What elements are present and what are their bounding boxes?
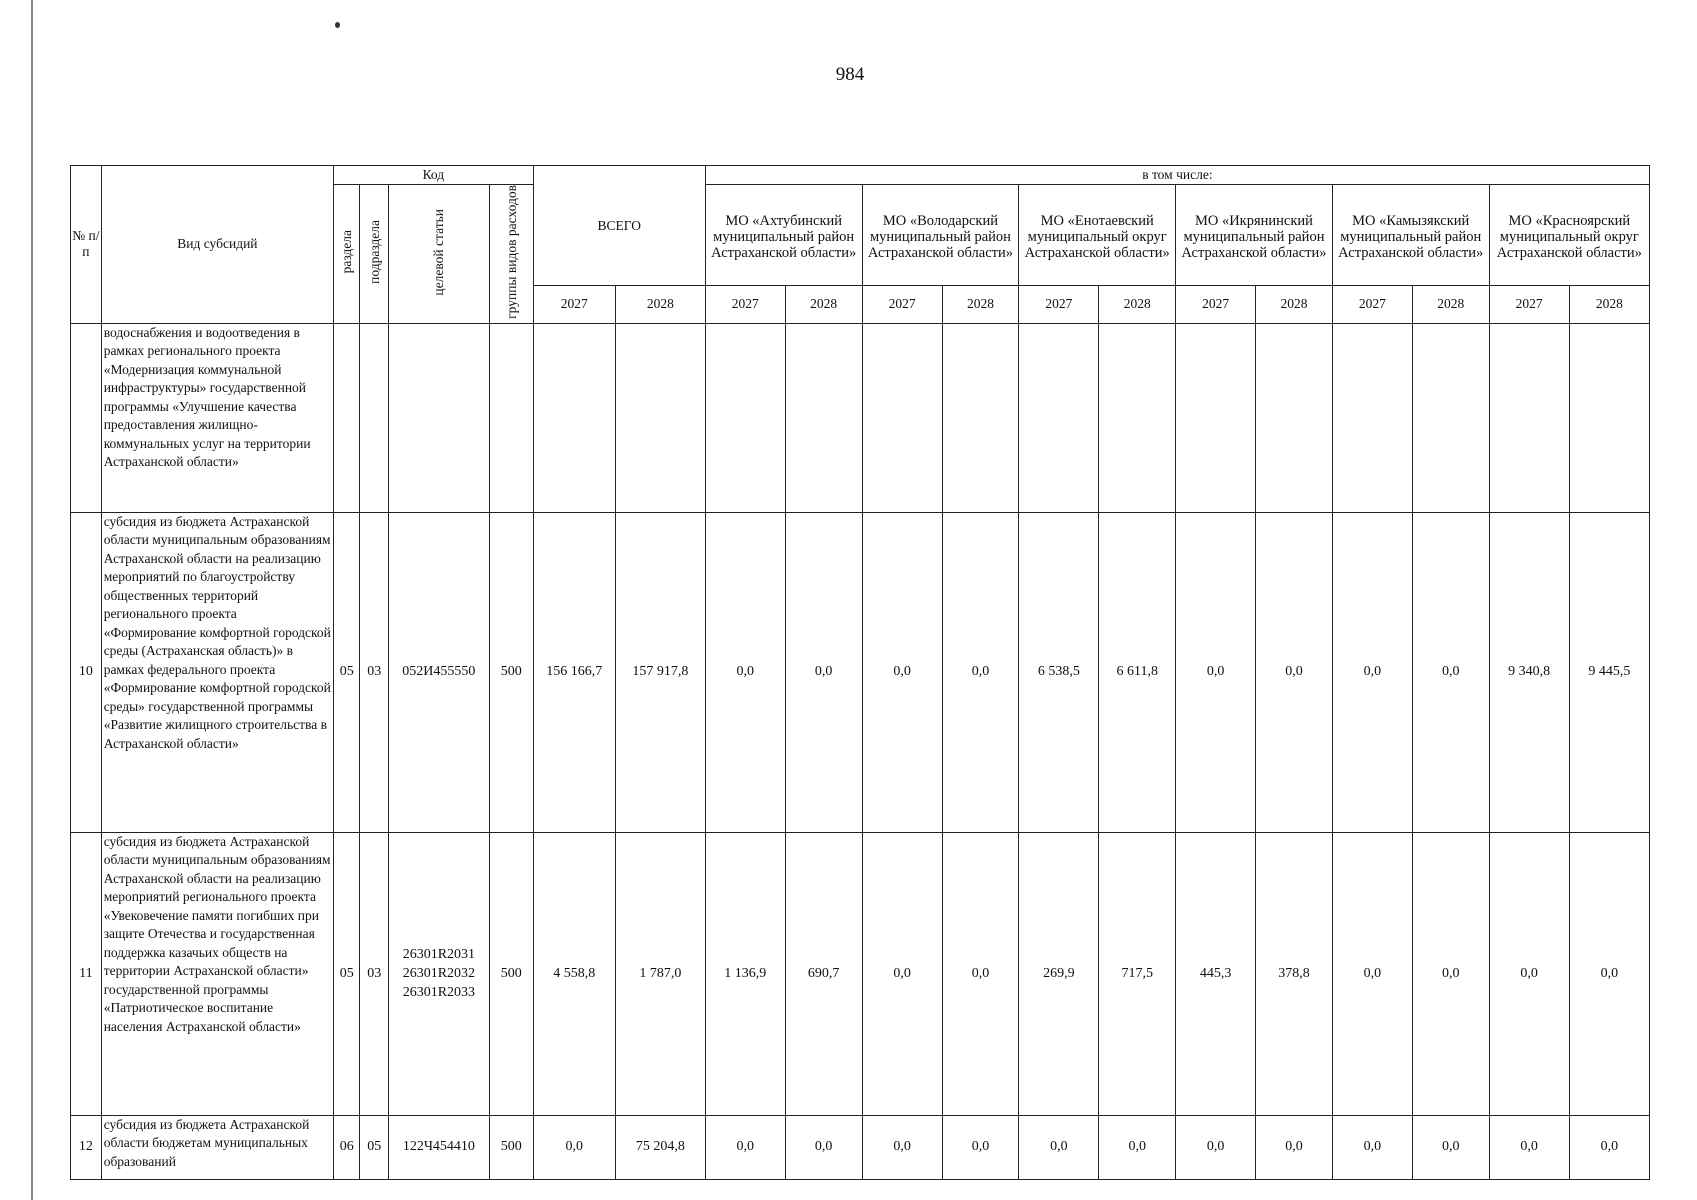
row-total-2028 xyxy=(615,323,705,512)
row-mo-value: 0,0 xyxy=(1099,1115,1176,1179)
year-2028: 2028 xyxy=(1412,286,1489,324)
header-razdel: раздела xyxy=(334,185,360,324)
row-podrazdel: 03 xyxy=(360,832,389,1115)
row-mo-value: 0,0 xyxy=(1569,832,1649,1115)
row-mo-value: 0,0 xyxy=(1412,1115,1489,1179)
scan-speck xyxy=(335,22,340,28)
row-mo-value: 6 538,5 xyxy=(1019,512,1099,832)
row-no: 10 xyxy=(71,512,102,832)
row-mo-value: 1 136,9 xyxy=(705,832,785,1115)
row-mo-value xyxy=(862,323,942,512)
row-mo-value xyxy=(705,323,785,512)
row-total-2027: 4 558,8 xyxy=(533,832,615,1115)
year-2028: 2028 xyxy=(942,286,1019,324)
row-mo-value: 269,9 xyxy=(1019,832,1099,1115)
row-mo-value xyxy=(1412,323,1489,512)
year-2028: 2028 xyxy=(1569,286,1649,324)
row-mo-value: 0,0 xyxy=(1019,1115,1099,1179)
row-mo-value: 445,3 xyxy=(1176,832,1256,1115)
page-number: 984 xyxy=(835,64,865,85)
table-row xyxy=(71,323,1650,512)
row-mo-value xyxy=(1332,323,1412,512)
row-mo-value: 0,0 xyxy=(1176,1115,1256,1179)
row-mo-value: 0,0 xyxy=(1332,1115,1412,1179)
row-mo-value xyxy=(942,323,1019,512)
row-razdel: 05 xyxy=(334,512,360,832)
header-mo-6: МО «Красноярский муниципальный округ Астраханской области» xyxy=(1489,185,1649,286)
row-description: субсидия из бюджета Астраханской области муниципальным образованиям Астраханской области на реализацию мероприятий по благоустройству общественных территорий регионального проекта «Формирование комфортной городской среды (Астраханская область)» в рамках федерального проекта «Формирование комфортной городской среды» государственной программы «Развитие жилищного строительства в Астраханской области» xyxy=(101,512,333,832)
header-mo-4: МО «Икрянинский муниципальный район Астраханской области» xyxy=(1176,185,1333,286)
row-mo-value: 0,0 xyxy=(1332,832,1412,1115)
year-2027: 2027 xyxy=(1489,286,1569,324)
header-target: целевой статьи xyxy=(388,185,489,324)
row-mo-value: 0,0 xyxy=(862,832,942,1115)
row-target xyxy=(388,323,489,512)
row-podrazdel xyxy=(360,323,389,512)
row-no xyxy=(71,323,102,512)
row-description: водоснабжения и водоотведения в рамках регионального проекта «Модернизация коммунальной инфраструктуры» государственной программы «Улучшение качества предоставления жилищно-коммунальных услуг на территории Астраханской области» xyxy=(101,323,333,512)
year-2027: 2027 xyxy=(1019,286,1099,324)
row-mo-value xyxy=(1019,323,1099,512)
row-total-2028: 157 917,8 xyxy=(615,512,705,832)
year-2028: 2028 xyxy=(615,286,705,324)
row-mo-value: 0,0 xyxy=(1489,1115,1569,1179)
row-mo-value xyxy=(785,323,862,512)
row-mo-value: 0,0 xyxy=(862,1115,942,1179)
row-mo-value xyxy=(1099,323,1176,512)
row-target: 052И455550 xyxy=(388,512,489,832)
year-2027: 2027 xyxy=(862,286,942,324)
header-including: в том числе: xyxy=(705,166,1649,185)
row-total-2028: 75 204,8 xyxy=(615,1115,705,1179)
row-podrazdel: 03 xyxy=(360,512,389,832)
year-2027: 2027 xyxy=(1176,286,1256,324)
row-mo-value: 0,0 xyxy=(1412,832,1489,1115)
row-mo-value: 0,0 xyxy=(1332,512,1412,832)
row-mo-value: 0,0 xyxy=(1412,512,1489,832)
table-row xyxy=(71,1115,1650,1179)
row-mo-value: 0,0 xyxy=(1176,512,1256,832)
row-mo-value: 0,0 xyxy=(785,1115,862,1179)
row-mo-value xyxy=(1176,323,1256,512)
row-mo-value: 378,8 xyxy=(1256,832,1333,1115)
row-group: 500 xyxy=(489,1115,533,1179)
row-razdel: 05 xyxy=(334,832,360,1115)
row-mo-value: 690,7 xyxy=(785,832,862,1115)
header-podrazdel: подраздела xyxy=(360,185,389,324)
row-description: субсидия из бюджета Астраханской области бюджетам муниципальных образований xyxy=(101,1115,333,1179)
header-mo-1: МО «Ахтубинский муниципальный район Астраханской области» xyxy=(705,185,862,286)
header-mo-3: МО «Енотаевский муниципальный округ Астраханской области» xyxy=(1019,185,1176,286)
header-mo-5: МО «Камызякский муниципальный район Астраханской области» xyxy=(1332,185,1489,286)
row-target: 122Ч454410 xyxy=(388,1115,489,1179)
row-total-2027 xyxy=(533,323,615,512)
table-row xyxy=(71,512,1650,832)
header-mo-2: МО «Володарский муниципальный район Астраханской области» xyxy=(862,185,1019,286)
row-total-2027: 156 166,7 xyxy=(533,512,615,832)
row-mo-value xyxy=(1256,323,1333,512)
header-no: № п/п xyxy=(71,166,102,324)
binding-line xyxy=(31,0,33,1200)
subsidy-table xyxy=(70,165,1650,1180)
row-mo-value: 9 445,5 xyxy=(1569,512,1649,832)
row-mo-value xyxy=(1569,323,1649,512)
row-mo-value: 0,0 xyxy=(942,832,1019,1115)
year-2028: 2028 xyxy=(785,286,862,324)
year-2028: 2028 xyxy=(1256,286,1333,324)
row-podrazdel: 05 xyxy=(360,1115,389,1179)
year-2028: 2028 xyxy=(1099,286,1176,324)
row-mo-value: 9 340,8 xyxy=(1489,512,1569,832)
year-2027: 2027 xyxy=(705,286,785,324)
row-mo-value: 0,0 xyxy=(862,512,942,832)
row-target: 26301R2031 26301R2032 26301R2033 xyxy=(388,832,489,1115)
row-mo-value: 0,0 xyxy=(1569,1115,1649,1179)
year-2027: 2027 xyxy=(533,286,615,324)
header-code: Код xyxy=(334,166,534,185)
row-mo-value xyxy=(1489,323,1569,512)
row-no: 11 xyxy=(71,832,102,1115)
row-mo-value: 0,0 xyxy=(705,1115,785,1179)
row-mo-value: 717,5 xyxy=(1099,832,1176,1115)
row-total-2028: 1 787,0 xyxy=(615,832,705,1115)
row-group: 500 xyxy=(489,832,533,1115)
row-razdel: 06 xyxy=(334,1115,360,1179)
row-mo-value: 0,0 xyxy=(1256,1115,1333,1179)
table-header xyxy=(71,166,1650,324)
table-row xyxy=(71,832,1650,1115)
row-mo-value: 0,0 xyxy=(1256,512,1333,832)
row-mo-value: 6 611,8 xyxy=(1099,512,1176,832)
header-total: ВСЕГО xyxy=(533,166,705,286)
row-razdel xyxy=(334,323,360,512)
header-group: группы видов расходов xyxy=(489,185,533,324)
year-2027: 2027 xyxy=(1332,286,1412,324)
row-mo-value: 0,0 xyxy=(1489,832,1569,1115)
row-mo-value: 0,0 xyxy=(942,512,1019,832)
header-type: Вид субсидий xyxy=(101,166,333,324)
table-body xyxy=(71,323,1650,1179)
row-mo-value: 0,0 xyxy=(705,512,785,832)
row-mo-value: 0,0 xyxy=(942,1115,1019,1179)
row-no: 12 xyxy=(71,1115,102,1179)
row-total-2027: 0,0 xyxy=(533,1115,615,1179)
row-group: 500 xyxy=(489,512,533,832)
row-description: субсидия из бюджета Астраханской области муниципальным образованиям Астраханской области на реализацию мероприятий регионального проекта «Увековечение памяти погибших при защите Отечества и государственная поддержка казачьих обществ на территории Астраханской области» государственной программы «Патриотическое воспитание населения Астраханской области» xyxy=(101,832,333,1115)
row-group xyxy=(489,323,533,512)
row-mo-value: 0,0 xyxy=(785,512,862,832)
